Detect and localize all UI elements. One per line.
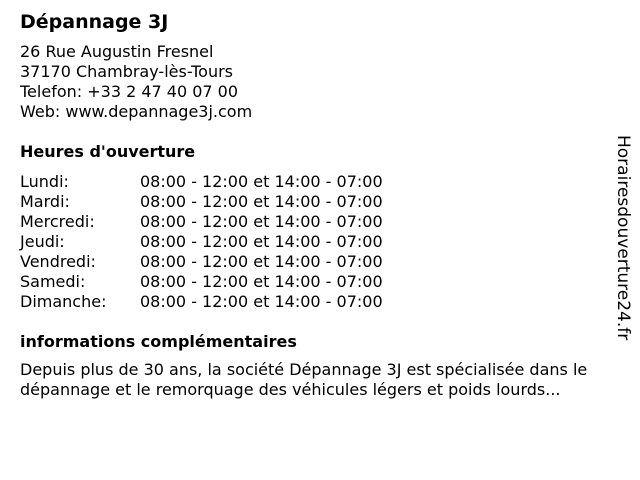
hours-row [20, 232, 383, 252]
site-watermark: Horairesdouverture24.fr [613, 135, 633, 341]
hours-row [20, 172, 383, 192]
day-label: Jeudi: [20, 232, 65, 251]
day-label: Dimanche: [20, 292, 107, 311]
business-card [20, 10, 620, 400]
day-label: Mardi: [20, 192, 70, 211]
contact-block [20, 42, 620, 122]
business-name: Dépannage 3J [20, 11, 169, 33]
city-address: 37170 Chambray-lès-Tours [20, 62, 234, 81]
website-label: Web: [20, 102, 66, 121]
additional-info-heading: informations complémentaires [20, 332, 297, 351]
day-label: Vendredi: [20, 252, 96, 271]
day-hours: 08:00 - 12:00 et 14:00 - 07:00 [140, 212, 383, 231]
opening-hours-table [20, 172, 383, 312]
day-hours: 08:00 - 12:00 et 14:00 - 07:00 [140, 172, 383, 191]
website-line [20, 102, 620, 122]
day-hours: 08:00 - 12:00 et 14:00 - 07:00 [140, 292, 383, 311]
business-description: Depuis plus de 30 ans, la société Dépannage 3J est spécialisée dans le dépannage et le remorquage des véhicules légers et poids lourds... [20, 360, 588, 399]
day-hours: 08:00 - 12:00 et 14:00 - 07:00 [140, 192, 383, 211]
opening-hours-heading: Heures d'ouverture [20, 142, 196, 161]
hours-row [20, 212, 383, 232]
website-link[interactable]: www.depannage3j.com [65, 102, 253, 121]
day-label: Samedi: [20, 272, 86, 291]
hours-row [20, 192, 383, 212]
hours-row [20, 292, 383, 312]
phone-number: Telefon: +33 2 47 40 07 00 [20, 82, 239, 101]
day-hours: 08:00 - 12:00 et 14:00 - 07:00 [140, 232, 383, 251]
hours-row [20, 252, 383, 272]
day-hours: 08:00 - 12:00 et 14:00 - 07:00 [140, 252, 383, 271]
street-address: 26 Rue Augustin Fresnel [20, 42, 214, 61]
day-label: Mercredi: [20, 212, 95, 231]
hours-row [20, 272, 383, 292]
day-hours: 08:00 - 12:00 et 14:00 - 07:00 [140, 272, 383, 291]
day-label: Lundi: [20, 172, 69, 191]
